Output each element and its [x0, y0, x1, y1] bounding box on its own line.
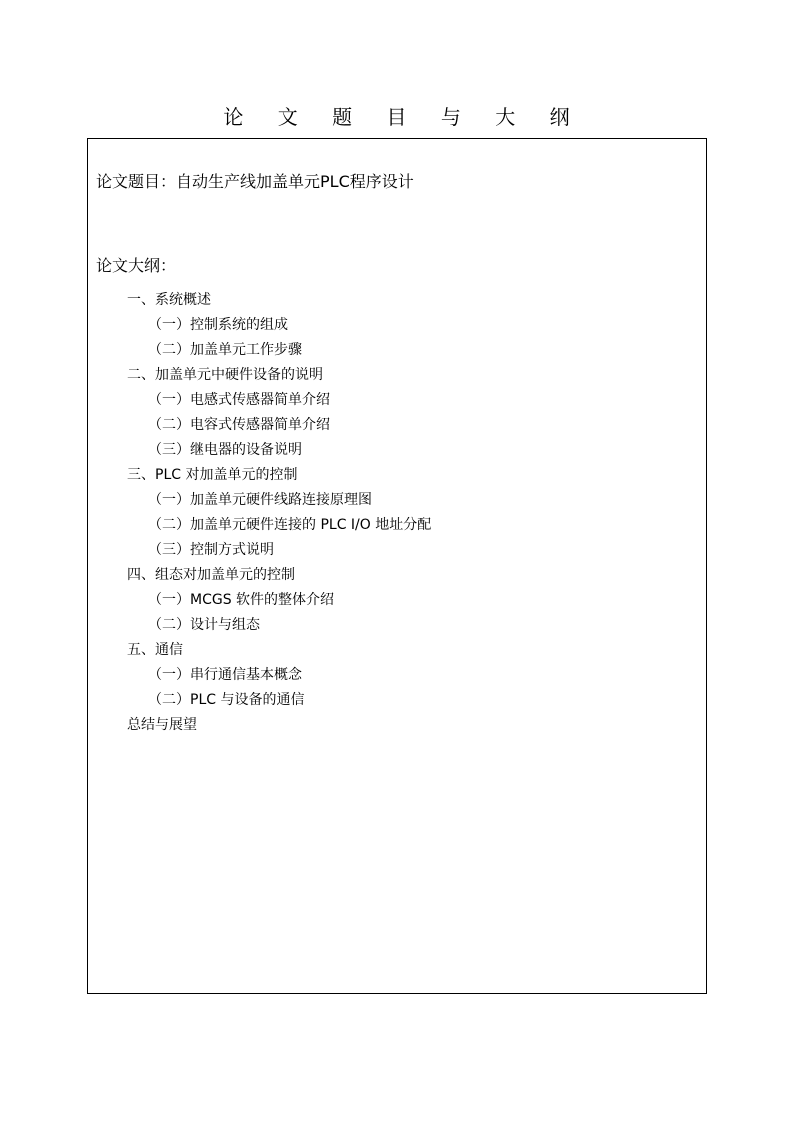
outline-list	[88, 288, 431, 738]
thesis-title-line: 论文题目：自动生产线加盖单元PLC程序设计	[96, 172, 414, 191]
outline-subsection: （二）加盖单元硬件连接的 PLC I/O 地址分配	[148, 517, 432, 533]
outline-label: 论文大纲：	[96, 256, 177, 275]
outline-subsection: （一）控制系统的组成	[148, 317, 288, 333]
outline-section: 二、加盖单元中硬件设备的说明	[127, 367, 323, 383]
outline-subsection: （一）电感式传感器简单介绍	[148, 392, 330, 408]
outline-section: 五、通信	[127, 642, 183, 658]
outline-subsection: （二）PLC 与设备的通信	[148, 692, 305, 708]
outline-subsection: （一）MCGS 软件的整体介绍	[148, 592, 335, 608]
outline-subsection: （二）电容式传感器简单介绍	[148, 417, 330, 433]
outline-subsection: （二）加盖单元工作步骤	[148, 342, 302, 358]
outline-subsection: （三）控制方式说明	[148, 542, 274, 558]
outline-subsection: （一）串行通信基本概念	[148, 667, 302, 683]
outline-table-box	[87, 138, 707, 994]
outline-section: 一、系统概述	[127, 292, 211, 308]
outline-section: 三、PLC 对加盖单元的控制	[127, 467, 298, 483]
outline-section: 四、组态对加盖单元的控制	[127, 567, 295, 583]
outline-subsection: （一）加盖单元硬件线路连接原理图	[148, 492, 372, 508]
page-title: 论 文 题 目 与 大 纲	[223, 105, 584, 129]
outline-subsection: （二）设计与组态	[148, 617, 260, 633]
outline-subsection: （三）继电器的设备说明	[148, 442, 302, 458]
outline-section: 总结与展望	[127, 717, 197, 733]
